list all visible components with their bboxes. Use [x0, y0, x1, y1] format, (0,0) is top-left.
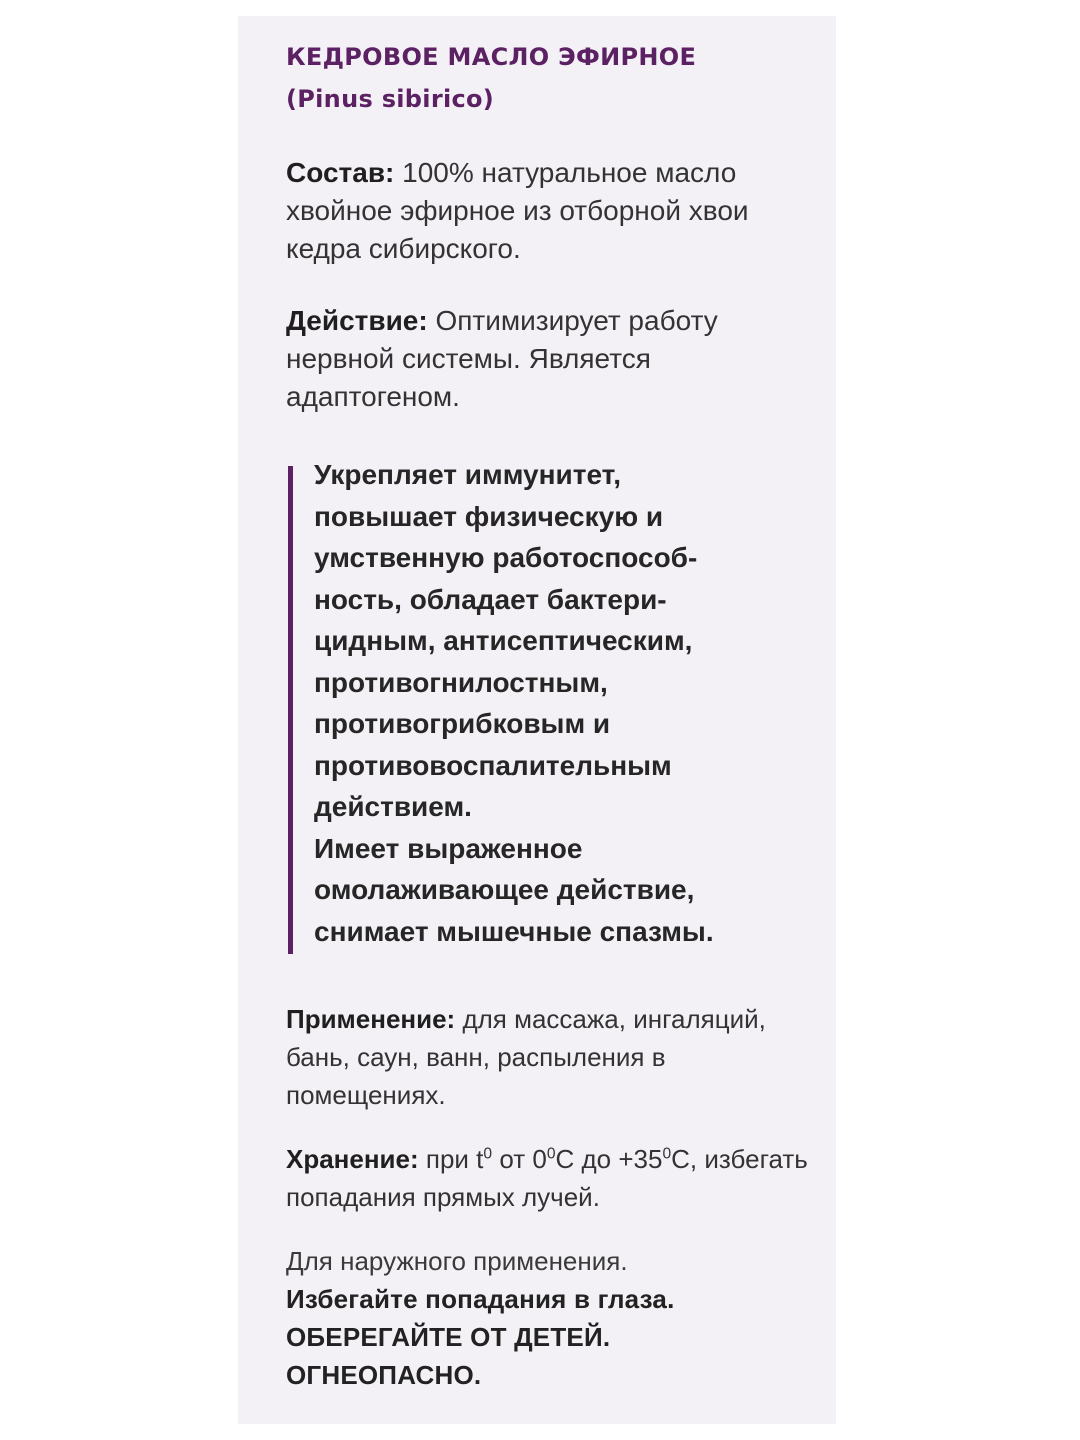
benefits-line: цидным, антисептическим, [314, 625, 693, 656]
benefits-line: снимает мышечные спазмы. [314, 915, 714, 947]
benefits-line: противогрибковым и [314, 708, 611, 739]
children-warning: ОБЕРЕГАЙТЕ ОТ ДЕТЕЙ. [286, 1322, 611, 1352]
storage-text-1: при t [425, 1144, 484, 1174]
external-use-note: Для наружного применения. [286, 1246, 628, 1276]
fire-warning: ОГНЕОПАСНО. [286, 1360, 482, 1390]
product-title-name: КЕДРОВОЕ МАСЛО ЭФИРНОЕ [286, 43, 697, 71]
product-title [286, 36, 826, 120]
benefits-line: ность, обладает бактери- [314, 583, 667, 615]
label-panel [238, 16, 836, 1424]
benefits-line: противовоспалительным [314, 749, 672, 781]
benefits-line: повышает физическую и [314, 500, 664, 532]
action-section [286, 302, 826, 416]
degree-mark: 0 [546, 1145, 556, 1163]
degree-mark: 0 [483, 1145, 493, 1163]
benefits-line: Укрепляет иммунитет, [314, 459, 622, 490]
eye-warning: Избегайте попадания в глаза. [286, 1284, 675, 1314]
storage-text-4: С, избегать попадания прямых лучей. [286, 1144, 808, 1212]
product-title-latin: (Pinus sibirico) [286, 85, 495, 113]
benefits-text [314, 454, 826, 952]
benefits-line: Имеет выраженное [314, 832, 583, 864]
degree-mark: 0 [662, 1145, 672, 1163]
usage-text: для массажа, ингаляций, бань, саун, ванн, распыления в помещениях. [286, 1004, 766, 1110]
benefits-line: умственную работоспособ- [314, 542, 698, 573]
label-content [286, 36, 826, 1394]
storage-label: Хранение: [286, 1144, 419, 1174]
usage-section [286, 1000, 826, 1114]
action-text: Оптимизирует работу нервной системы. Является адаптогеном. [286, 305, 718, 412]
composition-section [286, 154, 826, 268]
warnings-section [286, 1242, 826, 1394]
benefits-block [286, 454, 826, 952]
usage-label: Применение: [286, 1004, 456, 1034]
storage-text-2: от 0 [492, 1144, 547, 1174]
storage-section [286, 1140, 826, 1216]
action-label: Действие: [286, 305, 428, 336]
benefits-line: противогнилостным, [314, 666, 608, 698]
benefits-line: омолаживающее действие, [314, 874, 695, 905]
benefits-line: действием. [314, 791, 472, 822]
storage-text-3: С до +35 [555, 1144, 663, 1174]
composition-text: 100% натуральное масло хвойное эфирное из отборной хвои кедра сибирского. [286, 157, 749, 264]
composition-label: Состав: [286, 157, 395, 188]
accent-bar [288, 466, 293, 954]
